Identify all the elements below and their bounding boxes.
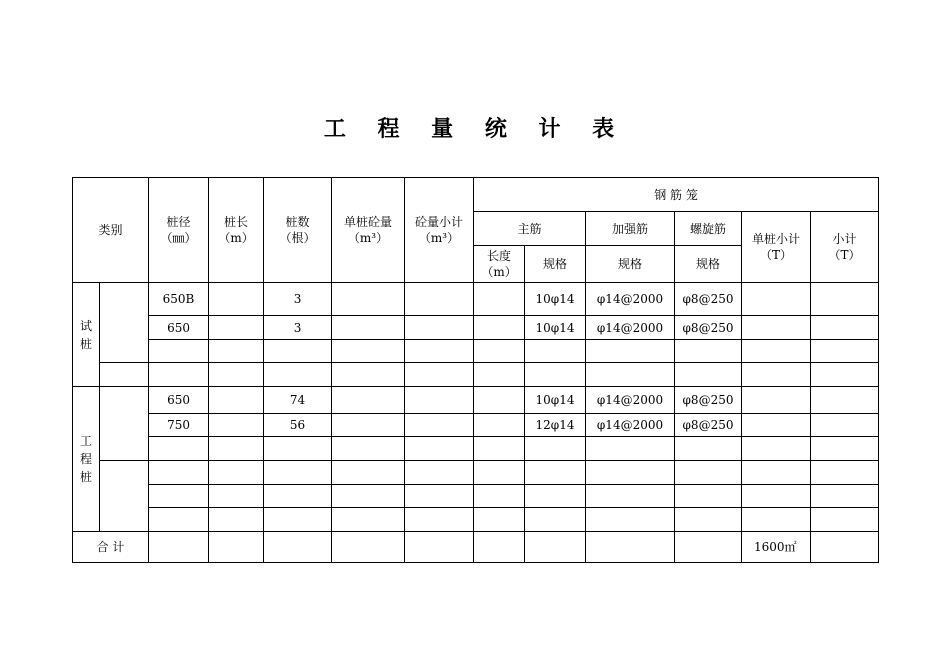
stiffener-spec-header: 规格 (586, 246, 675, 283)
cage-header: 钢 筋 笼 (474, 178, 879, 212)
table-row: 试桩 650B 3 10φ14 φ14@2000 φ8@250 (73, 283, 879, 316)
table-row (73, 437, 879, 461)
total-single-value: 1600㎡ (742, 532, 811, 563)
total-label: 合 计 (73, 532, 149, 563)
stiffener-header: 加强筋 (586, 212, 675, 246)
header-row (73, 178, 879, 212)
subtotal-header: 小计 （T） (811, 212, 879, 283)
single-concrete-header: 单桩砼量 （m³） (332, 178, 405, 283)
single-subtotal-header: 单桩小计 （T） (742, 212, 811, 283)
document-title: 工 程 量 统 计 表 (323, 117, 627, 142)
length-header: 长度 （m） (474, 246, 525, 283)
main-bar-header: 主筋 (474, 212, 586, 246)
table-row: 650 3 10φ14 φ14@2000 φ8@250 (73, 316, 879, 340)
spiral-header: 螺旋筋 (675, 212, 742, 246)
table-row (73, 485, 879, 508)
table-row (73, 363, 879, 387)
table-row (73, 508, 879, 532)
total-row (73, 532, 879, 563)
table-row: 工程桩 650 74 10φ14 φ14@2000 φ8@250 (73, 387, 879, 414)
category-header: 类别 (73, 178, 149, 283)
pile-diameter-header: 桩径 （㎜） (149, 178, 209, 283)
pile-count-header: 桩数 （根） (264, 178, 332, 283)
test-pile-label: 试桩 (73, 283, 100, 387)
table-row: 750 56 12φ14 φ14@2000 φ8@250 (73, 414, 879, 437)
quantity-table (72, 177, 879, 563)
table-row (73, 461, 879, 485)
table-row (73, 340, 879, 363)
work-pile-label: 工程桩 (73, 387, 100, 532)
spiral-spec-header: 规格 (675, 246, 742, 283)
main-spec-header: 规格 (525, 246, 586, 283)
pile-length-header: 桩长 （m） (209, 178, 264, 283)
concrete-subtotal-header: 砼量小计 （m³） (405, 178, 474, 283)
